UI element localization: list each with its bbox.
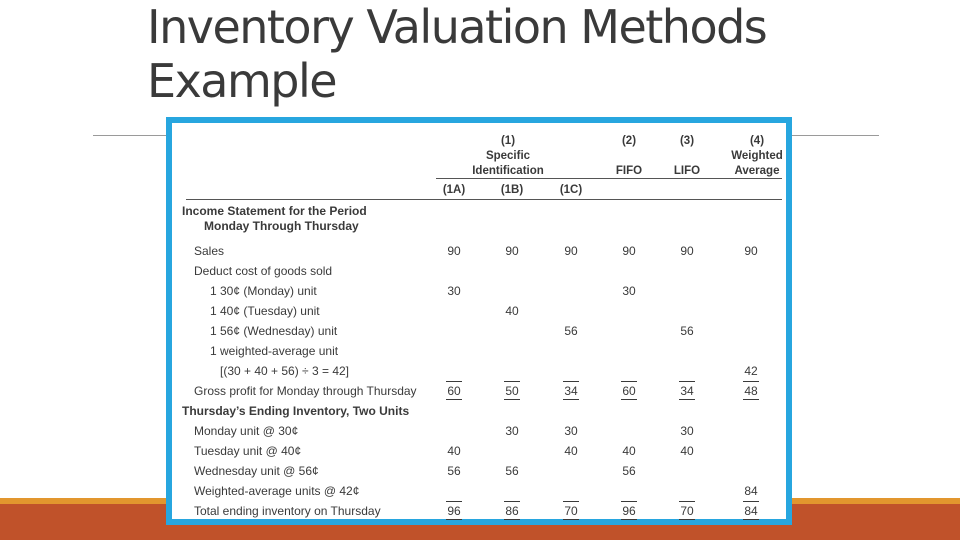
row-value: 30 xyxy=(447,284,461,298)
row-value: 30 xyxy=(680,424,694,438)
row-value: 84 xyxy=(744,504,758,518)
row-label: 1 56¢ (Wednesday) unit xyxy=(210,324,338,338)
row-value: 90 xyxy=(564,244,578,258)
row-value: 90 xyxy=(505,244,519,258)
row-value: 56 xyxy=(680,324,694,338)
header-wa-line1: Weighted xyxy=(731,150,783,162)
total-underline xyxy=(504,519,520,520)
row-value: 60 xyxy=(622,384,636,398)
row-label: Gross profit for Monday through Thursday xyxy=(194,384,417,398)
row-value: 96 xyxy=(447,504,461,518)
row-value: 90 xyxy=(622,244,636,258)
row-label: Wednesday unit @ 56¢ xyxy=(194,464,319,478)
header-specific-line1: Specific xyxy=(485,150,531,162)
row-label: 1 30¢ (Monday) unit xyxy=(210,284,317,298)
slide-title-line2: Example xyxy=(147,54,337,108)
subtotal-underline xyxy=(679,381,695,382)
total-underline xyxy=(563,399,579,400)
header-1a: (1A) xyxy=(442,184,466,196)
subtotal-underline xyxy=(621,501,637,502)
row-value: 56 xyxy=(505,464,519,478)
row-value: 34 xyxy=(564,384,578,398)
row-value: 30 xyxy=(505,424,519,438)
row-value: 96 xyxy=(622,504,636,518)
header-specific-number: (1) xyxy=(500,135,516,147)
slide-title xyxy=(147,0,766,108)
row-value: 34 xyxy=(680,384,694,398)
row-value: 56 xyxy=(447,464,461,478)
total-underline xyxy=(446,519,462,520)
row-value: 50 xyxy=(505,384,519,398)
row-label: Tuesday unit @ 40¢ xyxy=(194,444,302,458)
total-underline xyxy=(621,519,637,520)
row-value: 42 xyxy=(744,364,758,378)
section-income-title-line1: Income Statement for the Period xyxy=(182,204,367,218)
subtotal-underline xyxy=(743,381,759,382)
subtotal-underline xyxy=(446,381,462,382)
row-value: 70 xyxy=(564,504,578,518)
total-underline xyxy=(743,399,759,400)
header-1b: (1B) xyxy=(500,184,524,196)
header-fifo-number: (2) xyxy=(621,135,637,147)
title-rule-left xyxy=(93,135,170,136)
row-value: 48 xyxy=(744,384,758,398)
row-value: 30 xyxy=(622,284,636,298)
row-value: 84 xyxy=(744,484,758,498)
header-1c: (1C) xyxy=(559,184,583,196)
row-label: Deduct cost of goods sold xyxy=(194,264,333,278)
row-value: 40 xyxy=(564,444,578,458)
subtotal-underline xyxy=(563,501,579,502)
row-value: 40 xyxy=(680,444,694,458)
subtotal-underline xyxy=(446,501,462,502)
row-value: 40 xyxy=(447,444,461,458)
header-specific-line2: Identification xyxy=(472,165,544,177)
row-value: 90 xyxy=(447,244,461,258)
total-underline xyxy=(446,399,462,400)
row-value: 86 xyxy=(505,504,519,518)
total-underline xyxy=(743,519,759,520)
header-lifo: LIFO xyxy=(673,165,701,177)
section-inventory-title: Thursday’s Ending Inventory, Two Units xyxy=(182,404,410,418)
header-wa-number: (4) xyxy=(749,135,765,147)
row-label: 1 weighted-average unit xyxy=(210,344,339,358)
row-value: 40 xyxy=(622,444,636,458)
row-value: 90 xyxy=(680,244,694,258)
subtotal-underline xyxy=(563,381,579,382)
total-underline xyxy=(504,399,520,400)
header-fifo: FIFO xyxy=(615,165,643,177)
header-divider-lower xyxy=(186,199,782,200)
row-value: 56 xyxy=(622,464,636,478)
total-underline xyxy=(563,519,579,520)
row-label: Total ending inventory on Thursday xyxy=(194,504,381,518)
subtotal-underline xyxy=(504,381,520,382)
header-wa-line2: Average xyxy=(734,165,780,177)
row-label: [(30 + 40 + 56) ÷ 3 = 42] xyxy=(220,364,350,378)
subtotal-underline xyxy=(679,501,695,502)
header-divider-upper xyxy=(436,178,782,179)
row-label: Sales xyxy=(194,244,225,258)
header-lifo-number: (3) xyxy=(679,135,695,147)
title-rule-right xyxy=(788,135,879,136)
section-income-title-line2: Monday Through Thursday xyxy=(204,219,359,233)
row-value: 30 xyxy=(564,424,578,438)
slide-title-line1: Inventory Valuation Methods xyxy=(147,0,767,54)
inventory-table xyxy=(166,117,792,525)
row-value: 56 xyxy=(564,324,578,338)
subtotal-underline xyxy=(621,381,637,382)
row-value: 70 xyxy=(680,504,694,518)
row-label: Monday unit @ 30¢ xyxy=(194,424,299,438)
row-label: Weighted-average units @ 42¢ xyxy=(194,484,360,498)
subtotal-underline xyxy=(504,501,520,502)
row-label: 1 40¢ (Tuesday) unit xyxy=(210,304,320,318)
row-value: 40 xyxy=(505,304,519,318)
row-value: 90 xyxy=(744,244,758,258)
row-value: 60 xyxy=(447,384,461,398)
subtotal-underline xyxy=(743,501,759,502)
total-underline xyxy=(679,399,695,400)
total-underline xyxy=(679,519,695,520)
total-underline xyxy=(621,399,637,400)
